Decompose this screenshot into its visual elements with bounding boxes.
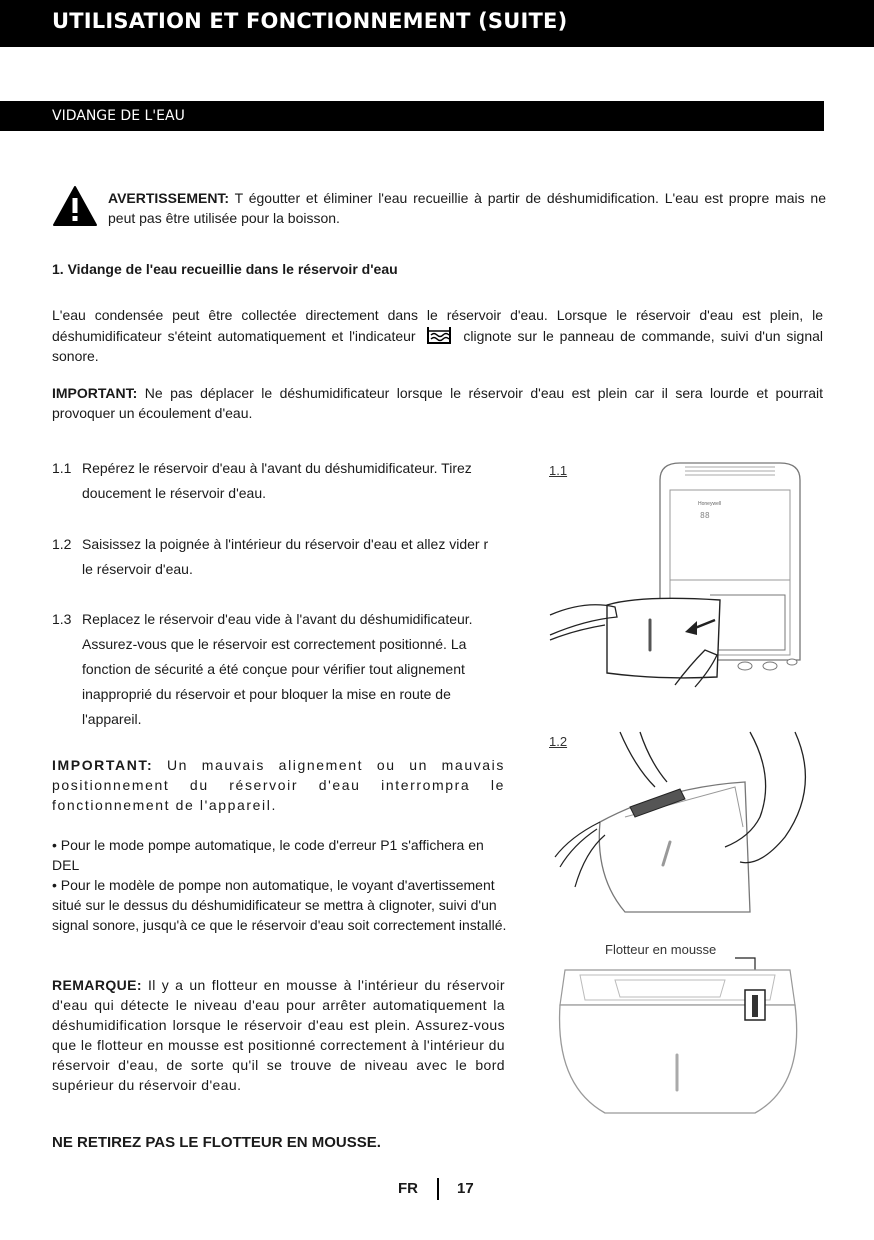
step-number-1: 1.1: [52, 460, 72, 476]
bullet-item-1: • Pour le mode pompe automatique, le code d'erreur P1 s'affichera en DEL: [52, 837, 484, 873]
figure-caption-2: 1.2: [549, 734, 568, 749]
note-label: REMARQUE:: [52, 977, 142, 993]
intro-after: clignote sur le panneau de commande, suivi d'un signal sonore.: [52, 328, 824, 364]
step-number-2: 1.2: [52, 536, 72, 552]
section-bar: [0, 101, 824, 131]
page-number: 17: [457, 1180, 474, 1197]
important-body-2: Un mauvais alignement ou un mauvais positionnement du réservoir d'eau interrompra le fonctionnement de l'appareil.: [52, 757, 505, 813]
step-number-3: 1.3: [52, 611, 72, 627]
intro-paragraph: [52, 305, 823, 366]
warning-text: [108, 188, 826, 228]
step-text-2: Saisissez la poignée à l'intérieur du réservoir d'eau et allez vider r le réservoir d'eau.: [82, 536, 489, 577]
figure-empty-tank: [545, 727, 825, 922]
warning-body: T égoutter et éliminer l'eau recueillie à partir de déshumidification. L'eau est propre mais ne peut pas être utilisée pour la boisson.: [108, 190, 826, 226]
intro-before: L'eau condensée peut être collectée directement dans le réservoir d'eau. Lorsque le réservoir d'eau est plein, le déshumidificateur s'éteint automatiquement et l'indicateur: [52, 307, 823, 344]
step-text-3: Replacez le réservoir d'eau vide à l'avant du déshumidificateur. Assurez-vous que le réservoir est correctement positionné. La fonction de sécurité a été conçue pour vérifier tout alignement inapproprié du réservoir et pour bloquer la mise en route de l'appareil.: [82, 611, 473, 727]
footer-language: FR: [398, 1180, 418, 1197]
float-label: Flotteur en mousse: [605, 942, 717, 957]
footer-divider: [437, 1178, 439, 1200]
header-bar: [0, 0, 874, 47]
important-body-1: Ne pas déplacer le déshumidificateur lorsque le réservoir d'eau est plein car il sera lourde et pourrait provoquer un écoulement d'eau.: [52, 385, 823, 421]
important-label-1: IMPORTANT:: [52, 385, 138, 401]
figure-remove-tank: [545, 455, 805, 690]
figure-foam-float: [555, 955, 805, 1120]
section-title: VIDANGE DE L'EAU: [52, 108, 185, 124]
bullet-item-2: • Pour le modèle de pompe non automatique, le voyant d'avertissement situé sur le dessus du déshumidificateur se mettra à clignoter, suivi d'un signal sonore, jusqu'à ce que le réservoir d'eau soit correctement installé.: [52, 877, 507, 933]
figure-caption-1: 1.1: [549, 463, 568, 478]
water-tank-full-icon: [425, 325, 453, 345]
important-label-2: IMPORTANT:: [52, 757, 154, 773]
display-digits: 88: [700, 511, 710, 520]
subheading: 1. Vidange de l'eau recueillie dans le réservoir d'eau: [52, 261, 398, 277]
important-paragraph-1: [52, 383, 823, 423]
final-warning: NE RETIREZ PAS LE FLOTTEUR EN MOUSSE.: [52, 1134, 381, 1151]
warning-label: AVERTISSEMENT:: [108, 190, 230, 206]
bullet-list: [52, 835, 507, 935]
warning-triangle-icon: [52, 185, 98, 227]
step-text-1: Repérez le réservoir d'eau à l'avant du déshumidificateur. Tirez doucement le réservoir d'eau.: [82, 460, 472, 501]
note-body: Il y a un flotteur en mousse à l'intérieur du réservoir d'eau qui détecte le niveau d'eau pour arrêter automatiquement la déshumidification lorsque le réservoir d'eau est plein. Assurez-vous que le flotteur en mousse est positionné correctement à l'intérieur du réservoir d'eau, de sorte qu'il se trouve de niveau avec le bord supérieur du réservoir d'eau.: [52, 977, 505, 1093]
brand-logo-text: Honeywell: [698, 501, 722, 507]
note-paragraph: [52, 975, 505, 1095]
page-title: UTILISATION ET FONCTIONNEMENT (SUITE): [52, 9, 568, 33]
important-paragraph-2: [52, 755, 505, 815]
